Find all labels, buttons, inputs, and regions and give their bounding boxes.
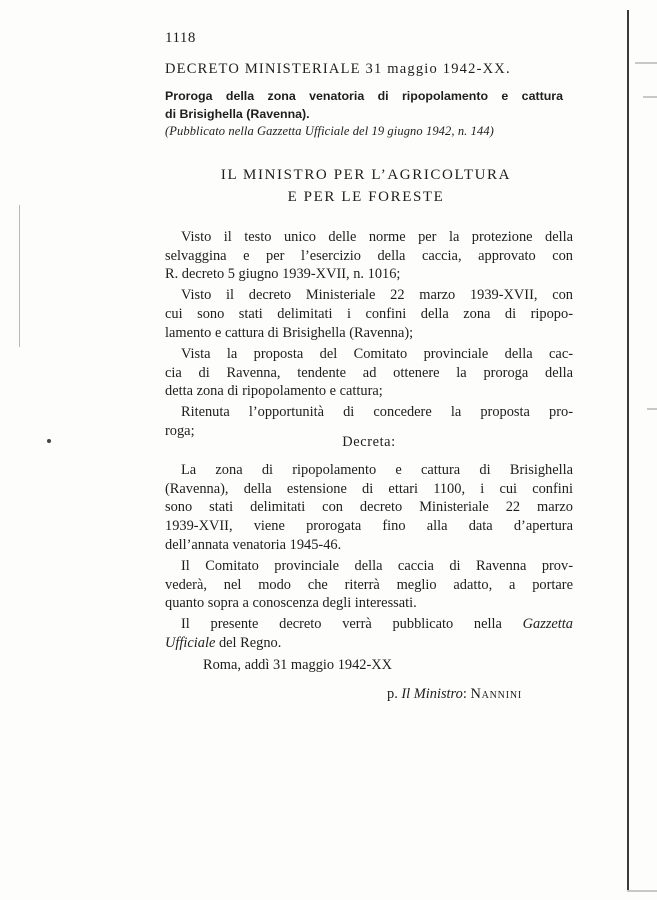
signature-role: Il Ministro [401,686,463,702]
text-line: R. decreto 5 giugno 1939-XVII, n. 1016; [165,266,401,283]
text-line: quanto sopra a conoscenza degli interessati. [165,595,417,612]
signature-prefix: p. [387,686,402,702]
preamble-paragraph [165,228,573,284]
text-line: (Ravenna), della estensione di ettari 1100, i cui confini [165,480,573,497]
text-line: selvaggina e per l’esercizio della caccia, approvato con [165,247,573,264]
decree-subtitle [165,87,563,123]
text-line: vederà, nel modo che riterrà meglio adatto, a portare [165,576,573,593]
closing-text: Il presente decreto verrà pubblicato nella [181,616,523,633]
scan-bleed-mark [643,96,657,98]
subtitle-line: di Brisighella (Ravenna). [165,107,310,121]
subtitle-line: Proroga della zona venatoria di ripopolamento e cattura [165,89,563,103]
preamble-paragraph [165,286,573,342]
closing-paragraph [165,615,573,652]
text-line: dell’annata venatoria 1945-46. [165,536,342,553]
minister-heading: IL MINISTRO PER L’AGRICOLTURA [220,167,512,183]
decreta-heading: Decreta: [342,434,396,450]
article-paragraph [165,557,573,613]
closing-text: del Regno. [215,634,282,651]
signature-name: Nannini [470,686,522,702]
articles [165,461,573,655]
signature-separator: : [462,686,471,702]
text-line [165,634,573,653]
text-line: roga; [165,422,195,439]
text-line: La zona di ripopolamento e cattura di Brisighella [181,462,573,478]
text-line: Vista la proposta del Comitato provinciale della cac- [181,345,573,362]
text-line: 1939-XVII, viene prorogata fino alla data d’apertura [165,518,573,535]
minister-heading: E PER LE FORESTE [287,189,445,205]
text-line: cia di Ravenna, tendente ad ottenere la proroga della [165,364,573,381]
scan-bleed-mark [647,408,657,410]
text-line: Visto il decreto Ministeriale 22 marzo 1939-XVII, con [181,287,573,304]
text-line: Ritenuta l’opportunità di concedere la proposta pro- [181,404,573,421]
page-border-line [627,10,629,890]
signature [387,686,522,703]
text-line: Visto il testo unico delle norme per la protezione della [181,229,573,245]
text-line [165,615,573,634]
gazette-name: Gazzetta [522,616,573,633]
scan-dot [47,439,51,443]
article-paragraph [165,461,573,555]
decree-title: DECRETO MINISTERIALE 31 maggio 1942-XX. [165,61,511,77]
place-date: Roma, addì 31 maggio 1942-XX [203,657,393,673]
text-line: sono stati delimitati con decreto Ministeriale 22 marzo [165,499,573,516]
text-line: Il Comitato provinciale della caccia di Ravenna prov- [181,557,573,574]
scan-bleed-mark [635,62,657,64]
text-line: detta zona di ripopolamento e cattura; [165,383,383,400]
text-line: cui sono stati delimitati i confini della zona di ripopo- [165,306,573,323]
preamble [165,228,573,443]
preamble-paragraph [165,345,573,401]
text-line: lamento e cattura di Brisighella (Ravenna); [165,324,414,341]
publication-note: (Pubblicato nella Gazzetta Ufficiale del 19 giugno 1942, n. 144) [165,124,494,138]
scan-edge-mark [19,205,20,347]
page-number: 1118 [165,30,196,46]
scan-bleed-mark [627,890,657,892]
gazette-name: Ufficiale [165,634,216,651]
